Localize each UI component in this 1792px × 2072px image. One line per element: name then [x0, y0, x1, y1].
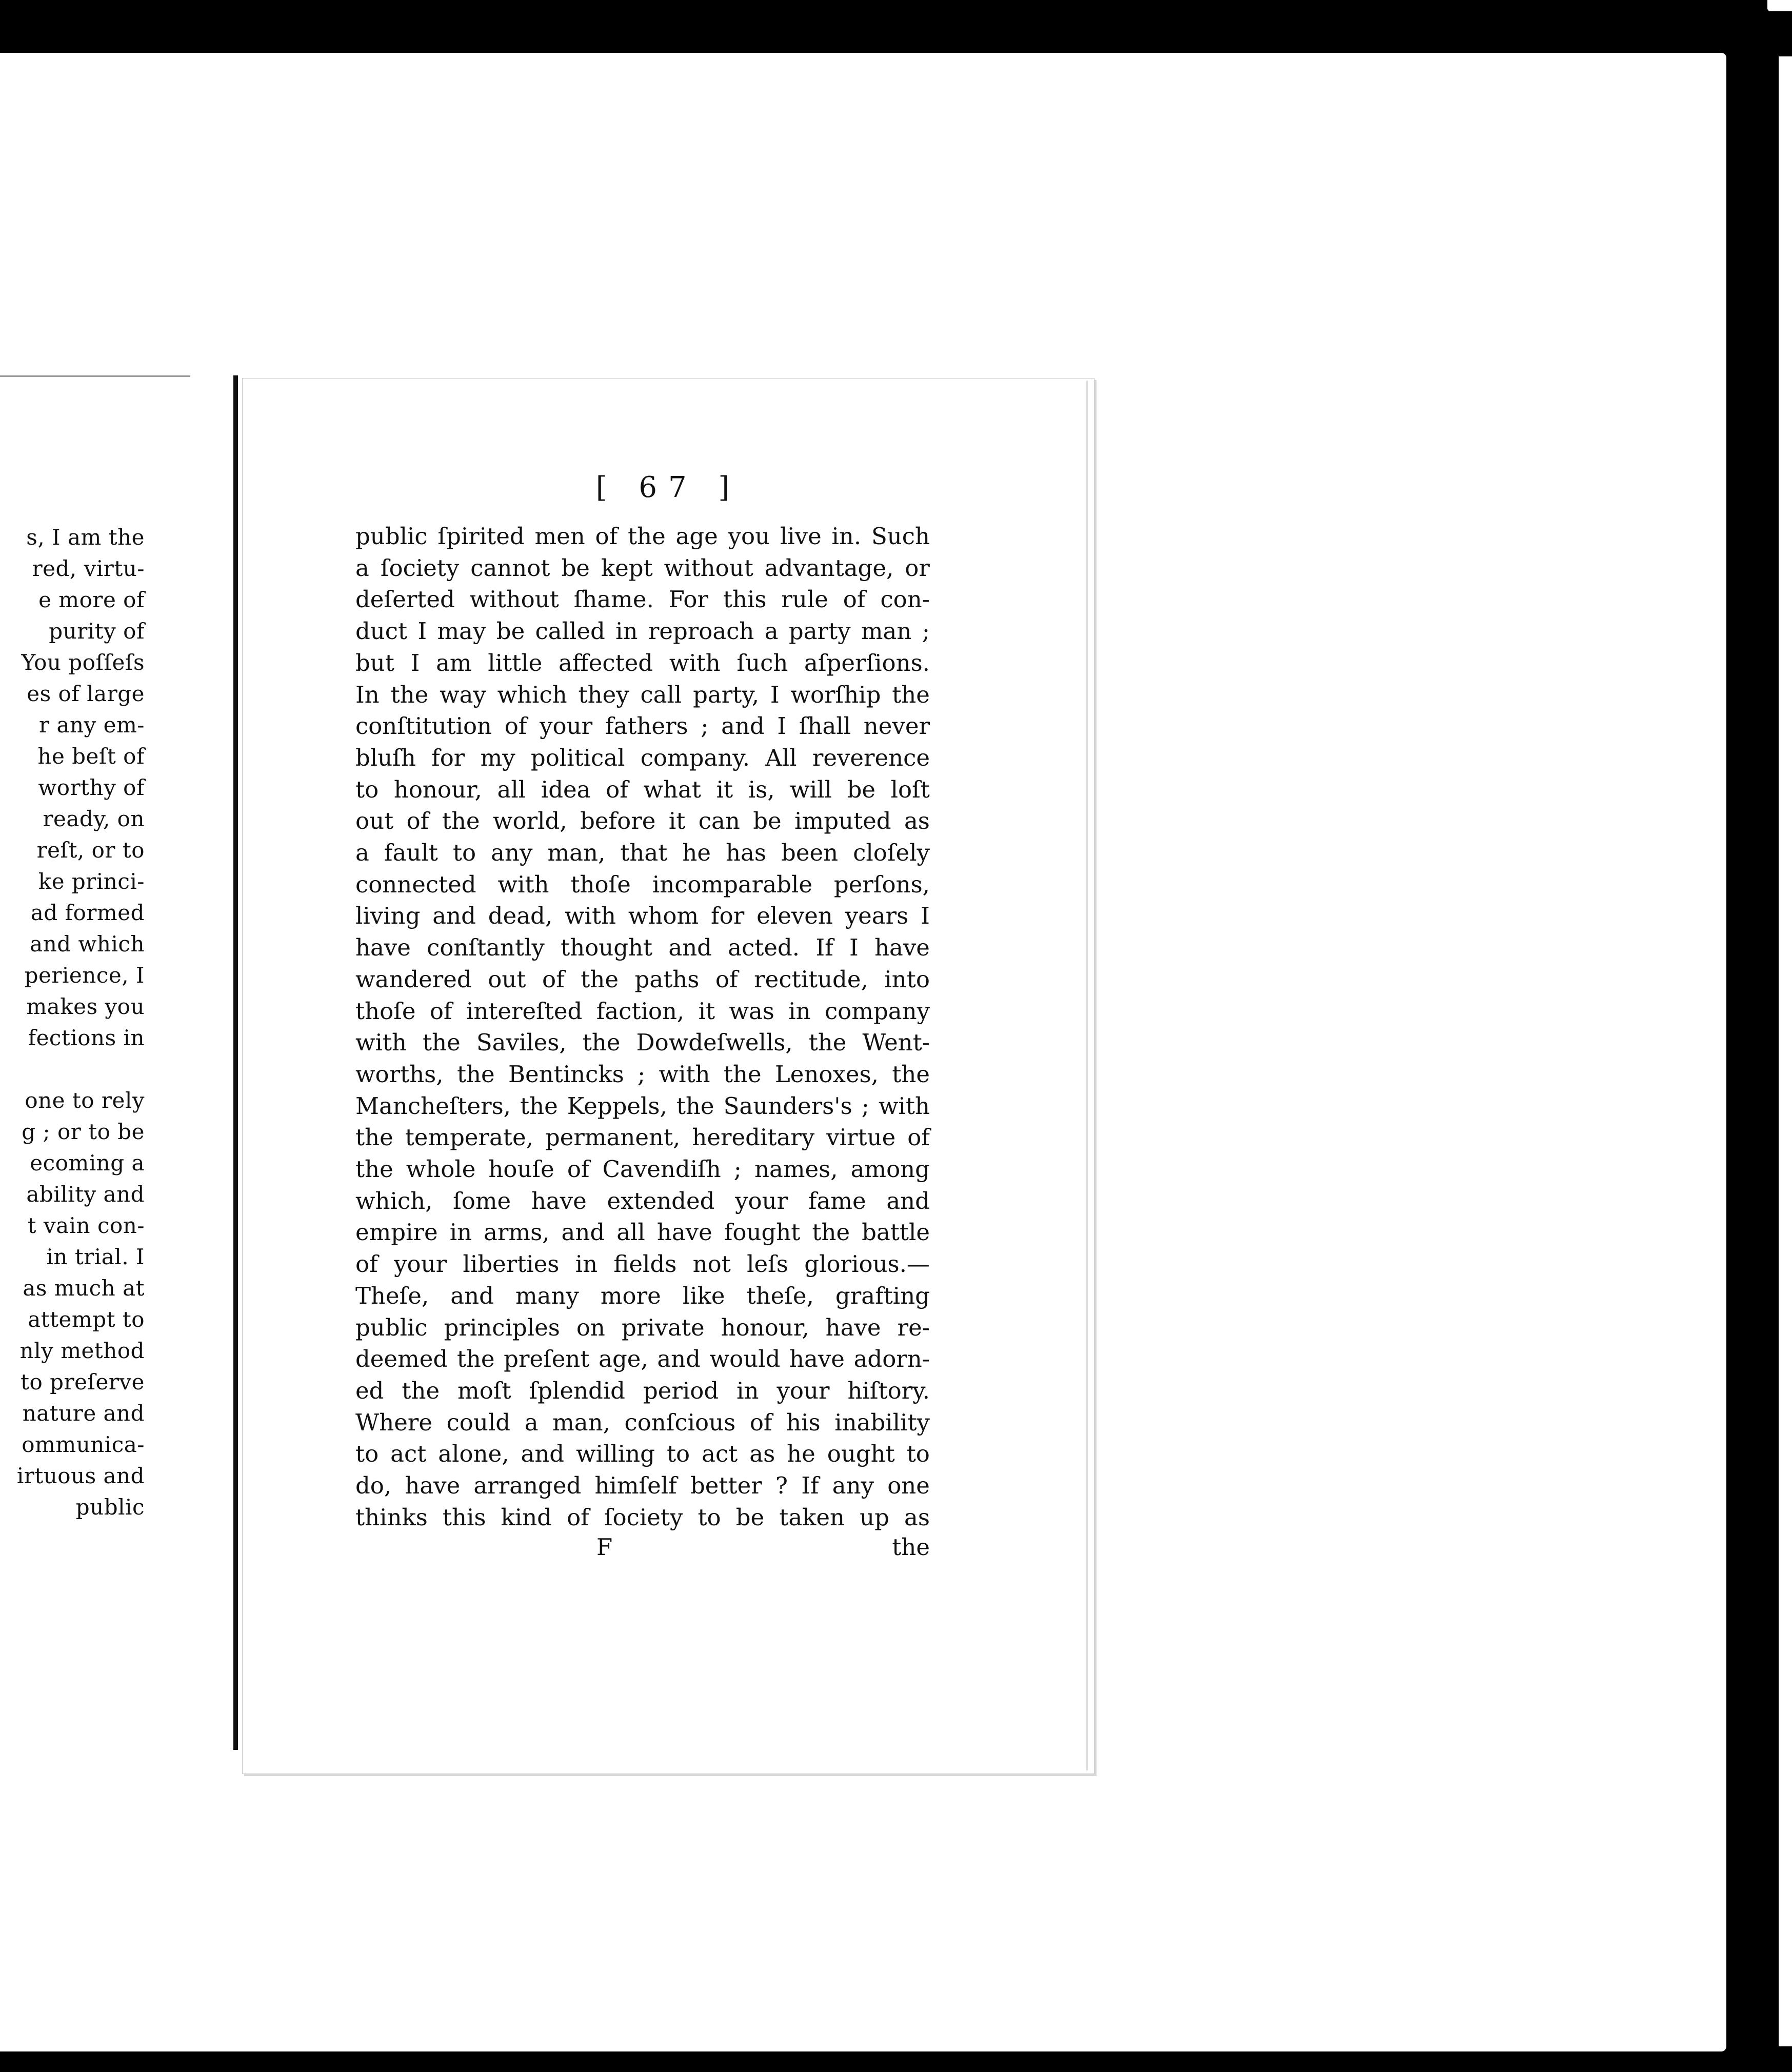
catchword: the: [892, 1533, 930, 1561]
left-page: [0, 375, 231, 1750]
left-text-line: t vain con-: [27, 1213, 145, 1238]
text-line: Mancheſters, the Keppels, the Saunders's ; with: [355, 1092, 930, 1120]
next-frame-edge-top: [1767, 0, 1792, 11]
text-line: have conſtantly thought and acted. If I have: [355, 934, 930, 962]
next-frame-edge-right: [1779, 56, 1792, 2046]
right-page: [242, 378, 1094, 1774]
left-text-line: [17, 1053, 145, 1085]
text-line: empire in arms, and all have fought the battle: [355, 1219, 930, 1246]
text-line: Where could a man, conſcious of his inability: [355, 1408, 930, 1436]
left-text-line: ecoming a: [30, 1150, 145, 1176]
left-text-line: in trial. I: [46, 1244, 145, 1269]
text-line: with the Saviles, the Dowdeſwells, the Went-: [355, 1029, 930, 1057]
text-line: living and dead, with whom for eleven years I: [355, 902, 930, 930]
text-line: Theſe, and many more like theſe, grafting: [355, 1282, 930, 1309]
text-line: which, ſome have extended your fame and: [355, 1187, 930, 1214]
text-line: of your liberties in fields not leſs glorious.—: [355, 1250, 930, 1278]
left-text-line: ke princi-: [38, 869, 145, 894]
text-line: a fault to any man, that he has been cloſely: [355, 839, 930, 867]
text-line: thoſe of intereſted faction, it was in company: [355, 997, 930, 1025]
left-page-rule: [0, 375, 190, 377]
left-text-line: s, I am the: [26, 525, 145, 550]
left-text-line: reſt, or to: [36, 838, 145, 863]
signature-mark: F: [596, 1533, 613, 1561]
left-text-line: and which: [30, 931, 145, 957]
left-text-line: makes you: [26, 994, 145, 1019]
left-text-line: he beſt of: [37, 744, 145, 769]
text-line: the whole houſe of Cavendiſh ; names, among: [355, 1155, 930, 1183]
text-line: to honour, all idea of what it is, will be loſt: [355, 775, 930, 803]
text-line: the temperate, permanent, hereditary virtue of: [355, 1124, 930, 1151]
left-text-line: fections in: [28, 1025, 145, 1050]
text-line: but I am little affected with ſuch aſperſions.: [355, 649, 930, 676]
left-text-line: ommunica-: [22, 1432, 145, 1457]
text-line: thinks this kind of ſociety to be taken up as: [355, 1503, 930, 1531]
left-text-line: es of large: [27, 681, 145, 706]
text-line: do, have arranged himſelf better ? If any one: [355, 1472, 930, 1500]
text-line: to act alone, and willing to act as he ought to: [355, 1440, 930, 1468]
left-text-line: perience, I: [24, 963, 145, 988]
text-line: deſerted without ſhame. For this rule of con-: [355, 586, 930, 613]
text-line: wandered out of the paths of rectitude, into: [355, 965, 930, 993]
left-text-line: one to rely: [25, 1088, 145, 1113]
text-line: deemed the preſent age, and would have adorn-: [355, 1345, 930, 1373]
text-line: a ſociety cannot be kept without advantage, or: [355, 554, 930, 582]
left-page-text: [17, 522, 145, 1523]
left-text-line: nature and: [22, 1401, 145, 1426]
left-text-line: red, virtu-: [32, 556, 145, 581]
text-line: public principles on private honour, have re-: [355, 1313, 930, 1341]
text-line: bluſh for my political company. All reverence: [355, 744, 930, 771]
page-number-header: [ 67 ]: [595, 471, 741, 504]
left-text-line: ad formed: [30, 900, 145, 925]
left-text-line: worthy of: [38, 775, 145, 800]
page-edge-shadow: [1086, 381, 1088, 1770]
left-text-line: irtuous and: [16, 1463, 145, 1488]
left-text-line: nly method: [19, 1338, 145, 1363]
left-text-line: purity of: [49, 619, 145, 644]
left-text-line: attempt to: [28, 1307, 145, 1332]
left-text-line: to preſerve: [21, 1369, 145, 1394]
text-line: conſtitution of your fathers ; and I ſhall never: [355, 712, 930, 740]
left-text-line: e more of: [38, 587, 145, 612]
left-text-line: g ; or to be: [22, 1119, 145, 1144]
text-line: In the way which they call party, I worſhip the: [355, 681, 930, 708]
text-line: duct I may be called in reproach a party man ;: [355, 617, 930, 645]
left-text-line: You poſſeſs: [21, 650, 145, 675]
text-line: public ſpirited men of the age you live in. Such: [355, 523, 930, 550]
left-text-line: ready, on: [43, 806, 145, 831]
text-line: connected with thoſe incomparable perſons,: [355, 870, 930, 898]
text-line: ed the moſt ſplendid period in your hiſtory.: [355, 1377, 930, 1404]
book-gutter: [233, 375, 238, 1750]
left-text-line: as much at: [23, 1276, 145, 1301]
text-line: worths, the Bentincks ; with the Lenoxes, the: [355, 1060, 930, 1088]
left-text-line: public: [75, 1495, 145, 1520]
page-body-text: [355, 521, 930, 1533]
left-text-line: ability and: [26, 1182, 145, 1207]
text-line: out of the world, before it can be imputed as: [355, 807, 930, 835]
left-text-line: r any em-: [39, 712, 145, 738]
